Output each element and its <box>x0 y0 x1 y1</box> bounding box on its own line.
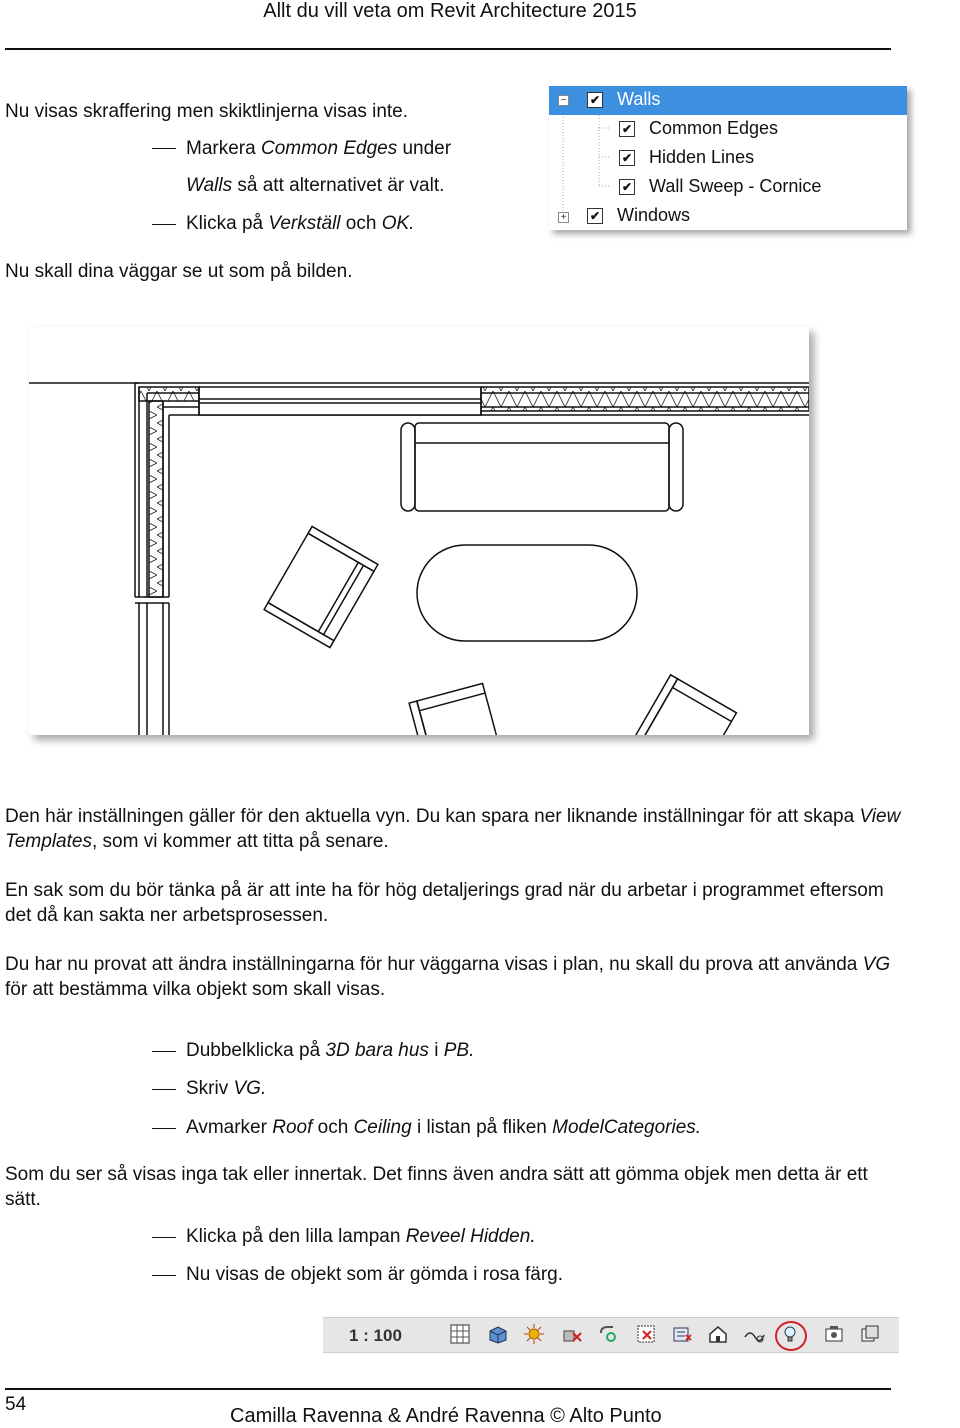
step-uncheck-roof-ceiling: Avmarker Roof och Ceiling i listan på fliken ModelCategories. <box>186 1117 702 1138</box>
sun-path-icon[interactable] <box>523 1323 545 1345</box>
tree-item-label: Common Edges <box>649 118 779 138</box>
floor-plan-drawing <box>29 327 809 735</box>
step-apply-ok: Klicka på Verkställ och OK. <box>186 213 415 234</box>
intro-line-2: Nu skall dina väggar se ut som på bilden. <box>5 261 353 282</box>
wall-sweep-checkbox[interactable]: ✔ <box>619 179 635 195</box>
tree-item-label: Hidden Lines <box>649 147 755 167</box>
detail-level-icon[interactable] <box>449 1323 471 1345</box>
intro-line-1: Nu visas skraffering men skiktlinjerna visas inte. <box>5 101 409 122</box>
paragraph-detail-level: En sak som du bör tänka på är att inte ha för hög detaljerings grad när du arbetar i programmet eftersom det då kan sakta ner arbetsprosessen. <box>5 880 884 926</box>
bullet-dash <box>152 1051 176 1052</box>
tree-item-windows[interactable] <box>549 202 907 231</box>
shadows-icon[interactable] <box>561 1323 583 1345</box>
analysis-icon[interactable] <box>743 1323 765 1345</box>
bullet-dash <box>152 148 176 149</box>
common-edges-checkbox[interactable]: ✔ <box>619 121 635 137</box>
collapse-toggle-icon[interactable]: − <box>558 95 569 106</box>
windows-checkbox[interactable]: ✔ <box>587 208 603 224</box>
bullet-dash <box>152 1275 176 1276</box>
view-control-bar <box>323 1317 899 1353</box>
step-type-vg: Skriv VG. <box>186 1078 267 1099</box>
step-double-click-3d: Dubbelklicka på 3D bara hus i PB. <box>186 1040 475 1061</box>
bullet-dash <box>152 1128 176 1129</box>
paragraph-view-templates: Den här inställningen gäller för den aktuella vyn. Du kan spara ner liknande inställningar för att skapa View Templates, som vi kommer att titta på senare. <box>5 806 901 852</box>
footer-credit: Camilla Ravenna & André Ravenna © Alto Punto <box>230 1405 662 1427</box>
temporary-view-icon[interactable] <box>823 1323 845 1345</box>
tree-item-wall-sweep-cornice[interactable] <box>549 173 907 202</box>
expand-toggle-icon[interactable]: + <box>558 212 569 223</box>
page-number: 54 <box>5 1394 27 1415</box>
tree-item-common-edges[interactable] <box>549 115 907 144</box>
view-scale[interactable]: 1 : 100 <box>349 1326 402 1345</box>
tree-item-label: Walls <box>617 89 661 109</box>
crop-view-icon[interactable] <box>597 1323 619 1345</box>
unlock-3d-icon[interactable] <box>671 1323 693 1345</box>
header-rule <box>5 48 891 50</box>
step-mark-common-edges: Markera Common Edges under <box>186 138 452 159</box>
paragraph-vg: Du har nu provat att ändra inställningarna för hur väggarna visas i plan, nu skall du prova att använda VG för att bestämma vilka objekt som skall visas. <box>5 954 891 1000</box>
running-header: Allt du vill veta om Revit Architecture 2015 <box>263 0 637 22</box>
hidden-lines-checkbox[interactable]: ✔ <box>619 150 635 166</box>
tree-item-label: Windows <box>617 205 691 225</box>
step-pink-objects: Nu visas de objekt som är gömda i rosa färg. <box>186 1264 564 1285</box>
tree-item-label: Wall Sweep - Cornice <box>649 176 822 196</box>
show-crop-icon[interactable] <box>635 1323 657 1345</box>
worksharing-icon[interactable] <box>859 1323 881 1345</box>
bullet-dash <box>152 1237 176 1238</box>
step-mark-common-edges-cont: Walls så att alternativet är valt. <box>186 175 445 196</box>
step-click-lamp: Klicka på den lilla lampan Reveel Hidden. <box>186 1226 536 1247</box>
visibility-tree-panel <box>549 86 907 230</box>
footer-rule <box>5 1388 891 1390</box>
walls-checkbox[interactable]: ✔ <box>587 92 603 108</box>
reveal-hidden-lightbulb-icon[interactable] <box>779 1323 801 1345</box>
temporary-hide-icon[interactable] <box>707 1323 729 1345</box>
bullet-dash <box>152 224 176 225</box>
tree-item-walls[interactable] <box>549 86 907 115</box>
visual-style-icon[interactable] <box>487 1323 509 1345</box>
floor-plan-image <box>29 327 809 735</box>
paragraph-hide-objects: Som du ser så visas inga tak eller innertak. Det finns även andra sätt att gömma objek men detta är ett sätt. <box>5 1164 868 1210</box>
tree-item-hidden-lines[interactable] <box>549 144 907 173</box>
bullet-dash <box>152 1089 176 1090</box>
